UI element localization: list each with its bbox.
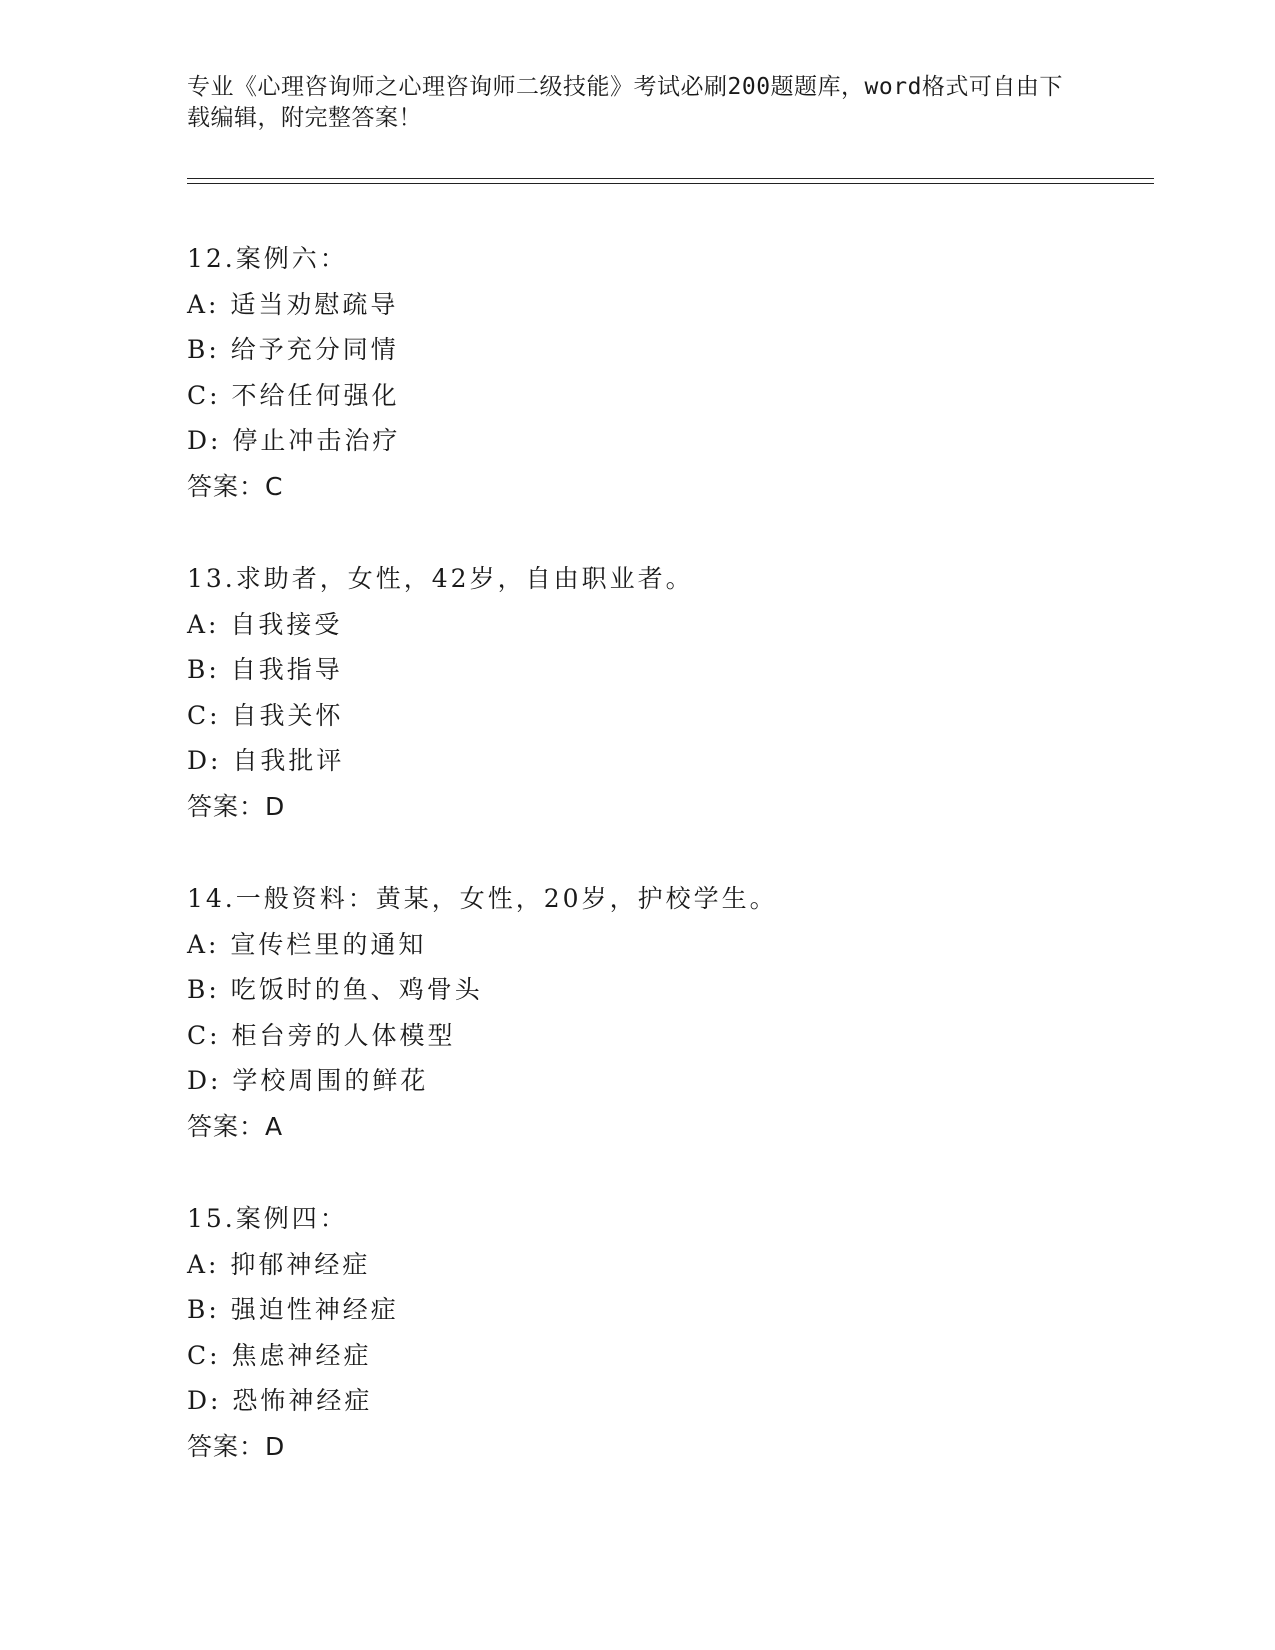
question-stem: 14.一般资料：黄某，女性，20岁，护校学生。: [187, 884, 778, 913]
answer-line: 答案：C: [187, 471, 284, 501]
answer-line: 答案：A: [187, 1111, 284, 1141]
option-b: B: 强迫性神经症: [187, 1295, 399, 1324]
header-divider-top: [187, 178, 1154, 179]
option-b: B: 自我指导: [187, 655, 343, 684]
question-list: [187, 236, 1147, 1469]
option-d: D: 恐怖神经症: [187, 1386, 373, 1415]
document-header: 专业《心理咨询师之心理咨询师二级技能》考试必刷200题题库，word格式可自由下载编辑，附完整答案！: [187, 74, 1063, 131]
option-a: A: 抑郁神经症: [187, 1249, 371, 1279]
option-c: C: 柜台旁的人体模型: [187, 1020, 456, 1050]
question-stem: 15.案例四：: [187, 1204, 348, 1233]
option-b: B: 吃饭时的鱼、鸡骨头: [187, 975, 483, 1004]
option-d: D: 学校周围的鲜花: [187, 1066, 429, 1095]
option-a: A: 适当劝慰疏导: [187, 289, 399, 319]
answer-line: 答案：D: [187, 1431, 286, 1461]
option-d: D: 自我批评: [187, 746, 345, 775]
question-stem: 12.案例六：: [187, 244, 348, 273]
header-divider-bottom: [187, 183, 1154, 184]
option-c: C: 焦虑神经症: [187, 1340, 372, 1370]
question-stem: 13.求助者，女性，42岁，自由职业者。: [187, 564, 694, 593]
question-12: [187, 236, 1147, 509]
option-c: C: 不给任何强化: [187, 380, 400, 410]
option-a: A: 自我接受: [187, 609, 343, 639]
option-b: B: 给予充分同情: [187, 335, 399, 364]
option-d: D: 停止冲击治疗: [187, 426, 401, 455]
question-14: [187, 876, 1147, 1149]
option-c: C: 自我关怀: [187, 700, 344, 730]
question-13: [187, 556, 1147, 829]
option-a: A: 宣传栏里的通知: [187, 929, 427, 959]
answer-line: 答案：D: [187, 791, 286, 821]
question-15: [187, 1196, 1147, 1469]
